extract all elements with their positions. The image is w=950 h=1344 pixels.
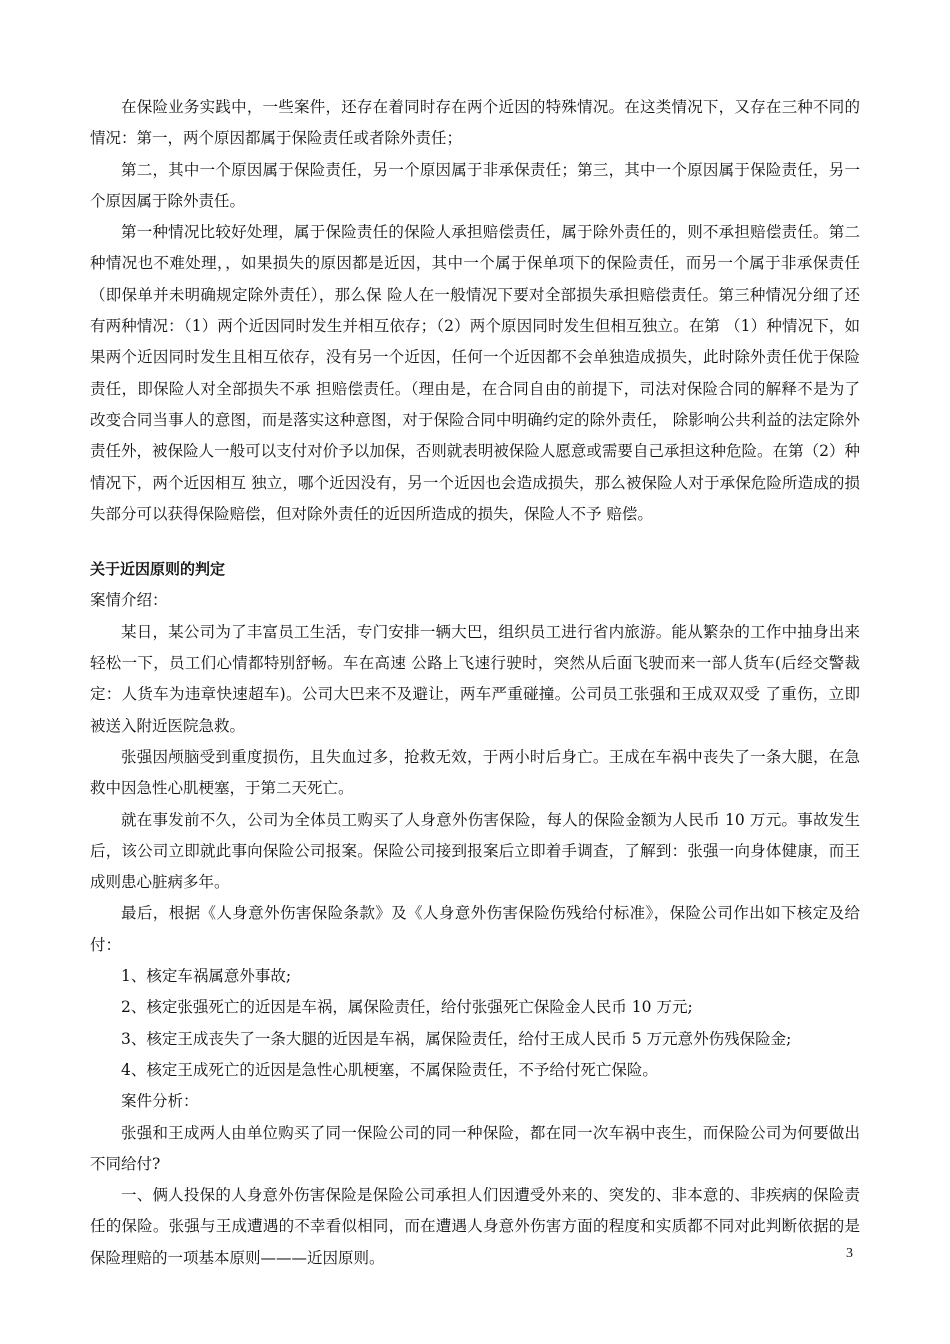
paragraph: 最后，根据《人身意外伤害保险条款》及《人身意外伤害保险伤残给付标准》，保险公司作出如下核定及给付：	[90, 904, 860, 954]
list-item: 2、核定张强死亡的近因是车祸，属保险责任，给付张强死亡保险金人民币 10 万元;	[121, 998, 693, 1017]
list-item: 3、核定王成丧失了一条大腿的近因是车祸，属保险责任，给付王成人民币 5 万元意外伤残保险金;	[121, 1029, 792, 1048]
section-heading: 关于近因原则的判定	[90, 560, 226, 579]
case-analysis-label: 案件分析：	[121, 1092, 199, 1111]
paragraph: 就在事发前不久，公司为全体员工购买了人身意外伤害保险，每人的保险金额为人民币 10 万元。事故发生后，该公司立即就此事向保险公司报案。保险公司接到报案后立即着手调查，了解到：张强一向身体健康，而王成则患心脏病多年。	[90, 810, 860, 892]
paragraph: 一、俩人投保的人身意外伤害保险是保险公司承担人们因遭受外来的、突发的、非本意的、非疾病的保险责任的保险。张强与王成遭遇的不幸看似相同，而在遭遇人身意外伤害方面的程度和实质都不同对此判断依据的是保险理赔的一项基本原则———近因原则。	[90, 1186, 860, 1267]
paragraph: 第二，其中一个原因属于保险责任，另一个原因属于非承保责任；第三，其中一个原因属于保险责任，另一个原因属于除外责任。	[90, 160, 860, 210]
case-intro-label: 案情介绍：	[90, 591, 168, 610]
page-number: 3	[846, 1246, 853, 1261]
paragraph: 在保险业务实践中，一些案件，还存在着同时存在两个近因的特殊情况。在这类情况下，又存在三种不同的情况：第一，两个原因都属于保险责任或者除外责任；	[90, 98, 860, 148]
document-body	[90, 92, 860, 1274]
list-item: 4、核定王成死亡的近因是急性心肌梗塞，不属保险责任，不予给付死亡保险。	[121, 1060, 658, 1079]
list-item: 1、核定车祸属意外事故;	[121, 967, 292, 986]
paragraph: 第一种情况比较好处理，属于保险责任的保险人承担赔偿责任，属于除外责任的，则不承担赔偿责任。第二种情况也不难处理，，如果损失的原因都是近因，其中一个属于保单项下的保险责任，而另一个属于非承保责任（即保单并未明确规定除外责任），那么保 险人在一般情况下要对全部损失承担赔偿责任。第三种情况分细了还有两种情况：（1）两个近因同时发生并相互依存；（2）两个原因同时发生但相互独立。在第 （1）种情况下，如果两个近因同时发生且相互依存，没有另一个近因，任何一个近因都不会单独造成损失，此时除外责任优于保险责任，即保险人对全部损失不承 担赔偿责任。（理由是，在合同自由的前提下，司法对保险合同的解释不是为了改变合同当事人的意图，而是落实这种意图，对于保险合同中明确约定的除外责任， 除影响公共利益的法定除外责任外，被保险人一般可以支付对价予以加保，否则就表明被保险人愿意或需要自己承担这种危险。在第（2）种情况下，两个近因相互 独立，哪个近因没有，另一个近因也会造成损失，那么被保险人对于承保危险所造成的损失部分可以获得保险赔偿，但对除外责任的近因所造成的损失，保险人不予 赔偿。	[90, 223, 860, 523]
paragraph: 张强和王成两人由单位购买了同一保险公司的同一种保险，都在同一次车祸中丧生，而保险公司为何要做出不同给付?	[90, 1123, 860, 1173]
paragraph: 某日，某公司为了丰富员工生活，专门安排一辆大巴，组织员工进行省内旅游。能从繁杂的工作中抽身出来轻松一下，员工们心情都特别舒畅。车在高速 公路上飞速行驶时，突然从后面飞驶而来一部人货车(后经交警裁定：人货车为违章快速超车)。公司大巴来不及避让，两车严重碰撞。公司员工张强和王成双双受 了重伤，立即被送入附近医院急救。	[90, 622, 860, 735]
paragraph: 张强因颅脑受到重度损伤，且失血过多，抢救无效，于两小时后身亡。王成在车祸中丧失了一条大腿，在急救中因急性心肌梗塞，于第二天死亡。	[90, 747, 860, 798]
